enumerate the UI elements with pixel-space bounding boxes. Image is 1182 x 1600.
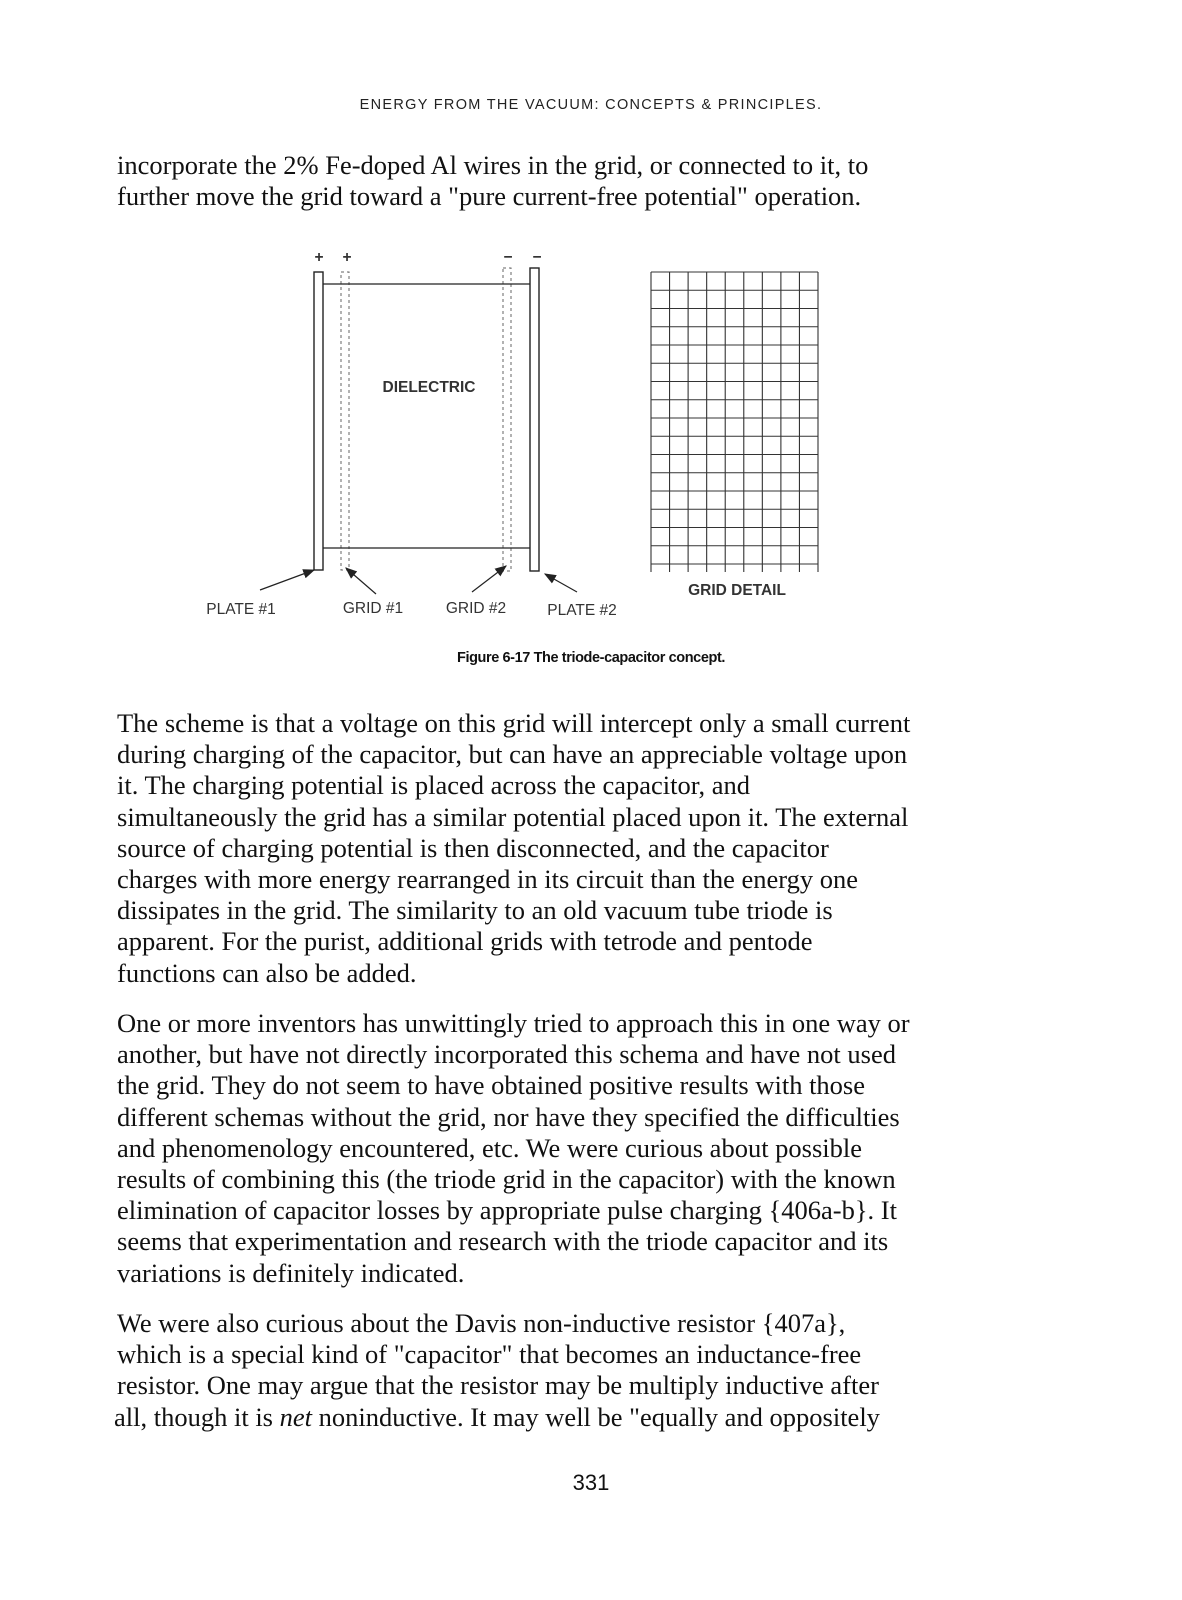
grid-2 — [503, 268, 511, 571]
grid-1 — [341, 272, 349, 570]
paragraph-line: The scheme is that a voltage on this grid will intercept only a small current — [117, 708, 911, 738]
paragraph-line: functions can also be added. — [117, 957, 417, 988]
paragraph-line: it. The charging potential is placed across the capacitor, and — [117, 770, 750, 801]
label-plate-2: PLATE #2 — [547, 602, 617, 619]
paragraph-line: further move the grid toward a "pure current-free potential" operation. — [117, 181, 862, 212]
paragraph-line: seems that experimentation and research with the triode capacitor and its — [117, 1226, 889, 1257]
paragraph-line: One or more inventors has unwittingly tried to approach this in one way or — [117, 1008, 910, 1038]
line-text: noninductive. It may well be "equally and oppositely — [312, 1401, 880, 1432]
grid-detail-label: GRID DETAIL — [688, 582, 786, 599]
paragraph-line: charges with more energy rearranged in its circuit than the energy one — [117, 864, 858, 895]
arrow-plate-1 — [260, 570, 314, 590]
running-header: ENERGY FROM THE VACUUM: CONCEPTS & PRINCIPLES. — [359, 97, 823, 113]
paragraph-line: apparent. For the purist, additional grids with tetrode and pentode — [117, 926, 813, 957]
page-number: 331 — [572, 1470, 610, 1495]
paragraph-3 — [117, 1008, 957, 1289]
paragraph-line: which is a special kind of "capacitor" that becomes an inductance-free — [117, 1339, 862, 1370]
plate-1 — [314, 272, 323, 570]
line-text: all, though it is — [114, 1401, 280, 1432]
paragraph-2 — [117, 708, 957, 989]
paragraph-line: resistor. One may argue that the resistor may be multiply inductive after — [117, 1370, 879, 1401]
minus-sign-grid-2: − — [503, 249, 513, 266]
paragraph-line: variations is definitely indicated. — [117, 1257, 465, 1288]
paragraph-4 — [114, 1308, 957, 1433]
paragraph-line: and phenomenology encountered, etc. We were curious about possible — [117, 1132, 863, 1163]
paragraph-line: the grid. They do not seem to have obtained positive results with those — [117, 1070, 866, 1101]
plus-sign-plate-1: + — [314, 249, 324, 266]
paragraph-line — [114, 1402, 957, 1433]
paragraph-line: dissipates in the grid. The similarity to an old vacuum tube triode is — [117, 895, 833, 926]
plus-sign-grid-1: + — [342, 249, 352, 266]
paragraph-line: incorporate the 2% Fe-doped Al wires in the grid, or connected to it, to — [117, 150, 869, 180]
polarity-signs — [314, 249, 541, 266]
paragraph-line: during charging of the capacitor, but can have an appreciable voltage upon — [117, 739, 908, 770]
paragraph-line: source of charging potential is then disconnected, and the capacitor — [117, 832, 829, 863]
paragraph-line: simultaneously the grid has a similar potential placed upon it. The external — [117, 801, 909, 832]
arrow-plate-2 — [545, 574, 577, 592]
grid-detail-mesh — [651, 272, 818, 572]
paragraph-line: elimination of capacitor losses by appropriate pulse charging {406a-b}. It — [117, 1195, 897, 1226]
minus-sign-plate-2: − — [532, 249, 542, 266]
paragraph-line: results of combining this (the triode grid in the capacitor) with the known — [117, 1164, 896, 1195]
arrow-grid-1 — [346, 568, 376, 594]
paragraph-line: We were also curious about the Davis non-inductive resistor {407a}, — [117, 1308, 846, 1338]
plate-2 — [530, 268, 539, 571]
label-grid-1: GRID #1 — [342, 600, 404, 617]
dielectric-label: DIELECTRIC — [382, 379, 476, 396]
figure-caption: Figure 6-17 The triode-capacitor concept. — [456, 650, 726, 666]
label-grid-2: GRID #2 — [445, 600, 507, 617]
triode-capacitor-figure — [0, 0, 1182, 700]
label-plate-1: PLATE #1 — [206, 601, 276, 618]
emphasis-net: net — [279, 1401, 312, 1432]
paragraph-line: another, but have not directly incorporated this schema and have not used — [117, 1039, 896, 1070]
paragraph-line: different schemas without the grid, nor have they specified the difficulties — [117, 1101, 900, 1132]
arrow-grid-2 — [472, 566, 506, 592]
